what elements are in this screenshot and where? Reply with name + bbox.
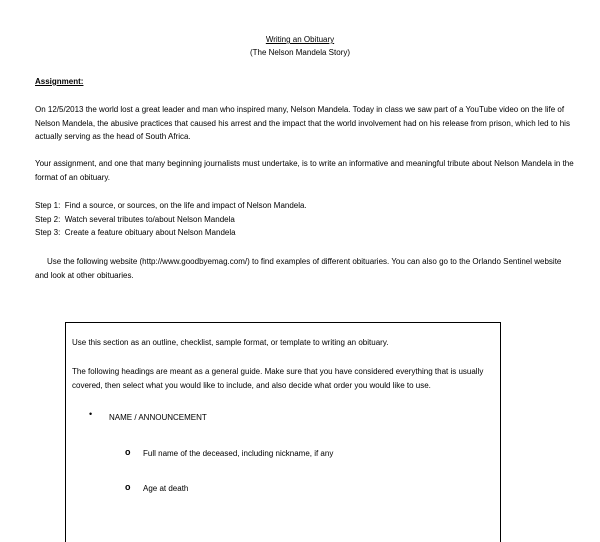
step-item: Step 3: Create a feature obituary about Nelson Mandela	[35, 228, 236, 237]
outline-guide: The following headings are meant as a general guide. Make sure that you have considered everything that is usually covered, then select what you would like to include, and also decide what order you would like to use.	[72, 367, 484, 390]
step-item: Step 2: Watch several tributes to/about Nelson Mandela	[35, 214, 235, 224]
sub-bullet-icon: o	[125, 447, 131, 457]
assignment-paragraph: Your assignment, and one that many beginning journalists must undertake, is to write an informative and meaningful tribute about Nelson Mandela in the format of an obituary.	[35, 159, 574, 182]
sub-bullet-icon: o	[125, 482, 131, 492]
document-title: Writing an Obituary	[265, 35, 335, 44]
outline-box	[65, 322, 501, 542]
outline-intro: Use this section as an outline, checklist, sample format, or template to writing an obituary.	[72, 338, 389, 347]
list-item: Age at death	[143, 484, 189, 493]
step-item: Step 1: Find a source, or sources, on the life and impact of Nelson Mandela.	[35, 201, 307, 210]
bullet-icon: •	[89, 409, 93, 419]
steps-list	[35, 199, 307, 240]
section-heading-name-announcement: NAME / ANNOUNCEMENT	[109, 413, 207, 422]
website-paragraph: Use the following website (http://www.goodbyemag.com/) to find examples of different obituaries. You can also go to the Orlando Sentinel website and look at other obituaries.	[35, 257, 562, 280]
intro-paragraph: On 12/5/2013 the world lost a great leader and man who inspired many, Nelson Mandela. Today in class we saw part of a YouTube video on the life of Nelson Mandela, the abusive practices that caused his arrest and the impact that the world involvement had on his release from prison, which led to his actually serving as the head of South Africa.	[35, 105, 570, 141]
document-subtitle: (The Nelson Mandela Story)	[249, 48, 351, 57]
assignment-heading: Assignment:	[35, 77, 84, 86]
list-item: Full name of the deceased, including nickname, if any	[143, 449, 334, 458]
